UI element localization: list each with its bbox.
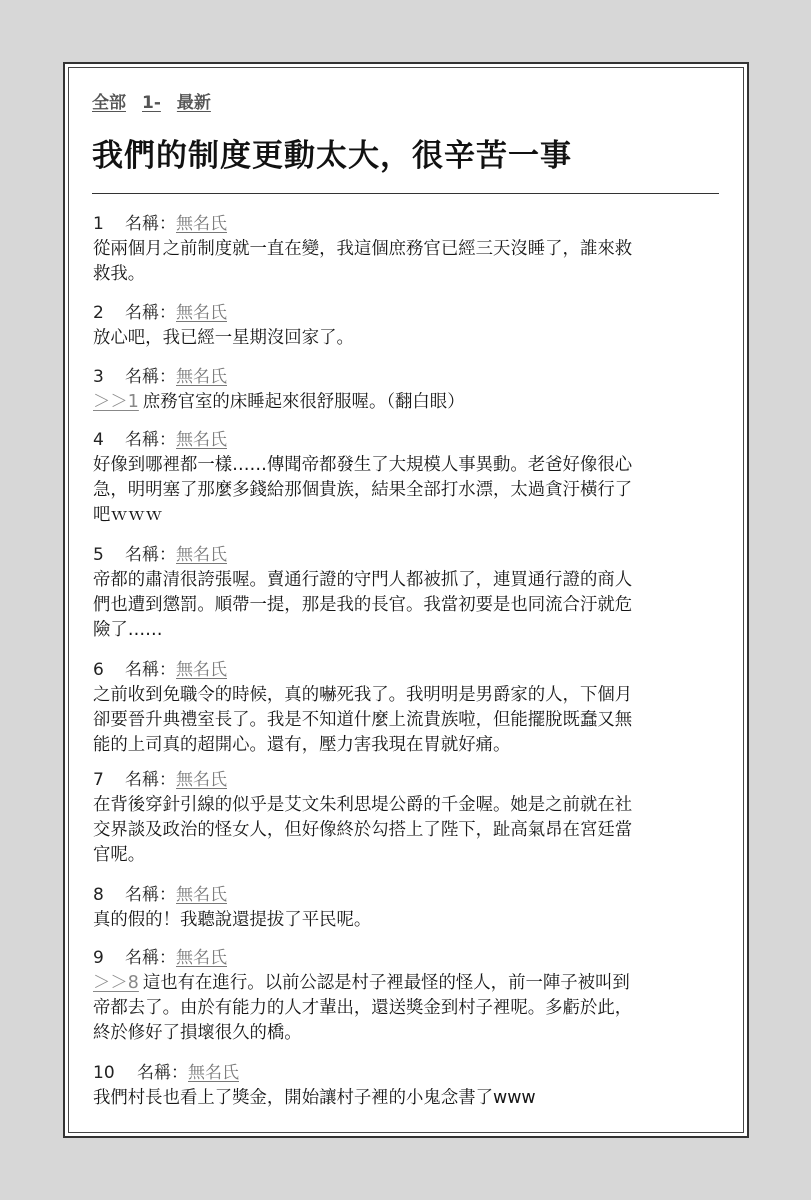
poster-name-link[interactable]: 無名氏 [176, 660, 227, 680]
thread-title: 我們的制度更動太大，很辛苦一事 [92, 138, 572, 174]
thread-nav [92, 88, 227, 113]
name-label: 名稱： [125, 545, 176, 565]
post-line: 終於修好了損壞很久的橋。 [93, 1023, 302, 1043]
post-line: 真的假的！我聽說還提拔了平民呢。 [93, 910, 372, 930]
post-header [93, 212, 721, 236]
post-header [93, 883, 721, 907]
post-header [93, 768, 721, 792]
poster-name-link[interactable]: 無名氏 [176, 885, 227, 905]
post-line-text: 這也有在進行。以前公認是村子裡最怪的怪人，前一陣子被叫到 [142, 973, 630, 993]
post [93, 428, 721, 528]
post-line: 吧ｗｗｗ [93, 505, 163, 525]
post-header [93, 301, 721, 325]
post-number: 1 [93, 214, 104, 234]
poster-name-link[interactable]: 無名氏 [176, 545, 227, 565]
name-label: 名稱： [125, 303, 176, 323]
post-body [93, 908, 721, 933]
post-header [93, 946, 721, 970]
post-header [93, 658, 721, 682]
post-number: 2 [93, 303, 104, 323]
post-body [93, 326, 721, 351]
post-body [93, 1086, 721, 1111]
post-body [93, 453, 721, 528]
post-line: 帝都去了。由於有能力的人才輩出，還送獎金到村子裡呢。多虧於此， [93, 998, 633, 1018]
reply-link[interactable]: ＞＞8 [93, 973, 139, 993]
post-body [93, 971, 721, 1046]
post-line-text: 庶務官室的床睡起來很舒服喔。（翻白眼） [142, 392, 465, 412]
post-number: 5 [93, 545, 104, 565]
poster-name-link[interactable]: 無名氏 [176, 770, 227, 790]
post [93, 365, 721, 415]
post-line [93, 390, 721, 415]
post-line: 放心吧，我已經一星期沒回家了。 [93, 328, 354, 348]
title-divider [92, 193, 719, 194]
post-line: 官呢。 [93, 845, 146, 865]
post-line: 帝都的肅清很誇張喔。賣通行證的守門人都被抓了，連買通行證的商人 [93, 570, 633, 590]
poster-name-link[interactable]: 無名氏 [176, 214, 227, 234]
post-body [93, 568, 721, 643]
nav-all-link[interactable]: 全部 [92, 93, 126, 113]
post [93, 768, 721, 868]
name-label: 名稱： [125, 367, 176, 387]
post-header [93, 543, 721, 567]
nav-first-link[interactable]: 1- [142, 93, 161, 113]
post-number: 7 [93, 770, 104, 790]
post-line: 好像到哪裡都一樣……傳聞帝都發生了大規模人事異動。老爸好像很心 [93, 455, 633, 475]
post-number: 3 [93, 367, 104, 387]
name-label: 名稱： [125, 660, 176, 680]
reply-link[interactable]: ＞＞1 [93, 392, 139, 412]
post-line: 我們村長也看上了獎金，開始讓村子裡的小鬼念書了www [93, 1088, 536, 1108]
post-body [93, 237, 721, 287]
nav-latest-link[interactable]: 最新 [176, 93, 211, 113]
poster-name-link[interactable]: 無名氏 [176, 367, 227, 387]
post-header [93, 365, 721, 389]
post [93, 1061, 721, 1111]
post [93, 658, 721, 758]
post-line: 交界談及政治的怪女人，但好像終於勾搭上了陛下，趾高氣昂在宮廷當 [93, 820, 633, 840]
post-line: 險了…… [93, 620, 163, 640]
post-number: 10 [93, 1063, 115, 1083]
post [93, 946, 721, 1046]
post-number: 4 [93, 430, 104, 450]
post-line: 卻要晉升典禮室長了。我是不知道什麼上流貴族啦，但能擺脫既蠢又無 [93, 710, 633, 730]
post-body [93, 683, 721, 758]
post [93, 301, 721, 351]
name-label: 名稱： [137, 1063, 188, 1083]
poster-name-link[interactable]: 無名氏 [176, 948, 227, 968]
post-body [93, 390, 721, 415]
poster-name-link[interactable]: 無名氏 [176, 430, 227, 450]
post-line [93, 971, 721, 996]
name-label: 名稱： [125, 948, 176, 968]
name-label: 名稱： [125, 885, 176, 905]
post-line: 們也遭到懲罰。順帶一提，那是我的長官。我當初要是也同流合汙就危 [93, 595, 633, 615]
post-line: 在背後穿針引線的似乎是艾文朱利思堤公爵的千金喔。她是之前就在社 [93, 795, 633, 815]
post-header [93, 1061, 721, 1085]
poster-name-link[interactable]: 無名氏 [176, 303, 227, 323]
name-label: 名稱： [125, 214, 176, 234]
name-label: 名稱： [125, 430, 176, 450]
post [93, 883, 721, 933]
post-number: 6 [93, 660, 104, 680]
post-number: 9 [93, 948, 104, 968]
name-label: 名稱： [125, 770, 176, 790]
post [93, 212, 721, 287]
post-line: 救我。 [93, 264, 146, 284]
post-header [93, 428, 721, 452]
post-line: 能的上司真的超開心。還有，壓力害我現在胃就好痛。 [93, 735, 511, 755]
post [93, 543, 721, 643]
post-body [93, 793, 721, 868]
post-number: 8 [93, 885, 104, 905]
post-line: 急，明明塞了那麼多錢給那個貴族，結果全部打水漂，太過貪汙橫行了 [93, 480, 633, 500]
poster-name-link[interactable]: 無名氏 [188, 1063, 239, 1083]
post-line: 之前收到免職令的時候，真的嚇死我了。我明明是男爵家的人，下個月 [93, 685, 633, 705]
post-line: 從兩個月之前制度就一直在變，我這個庶務官已經三天沒睡了，誰來救 [93, 239, 633, 259]
